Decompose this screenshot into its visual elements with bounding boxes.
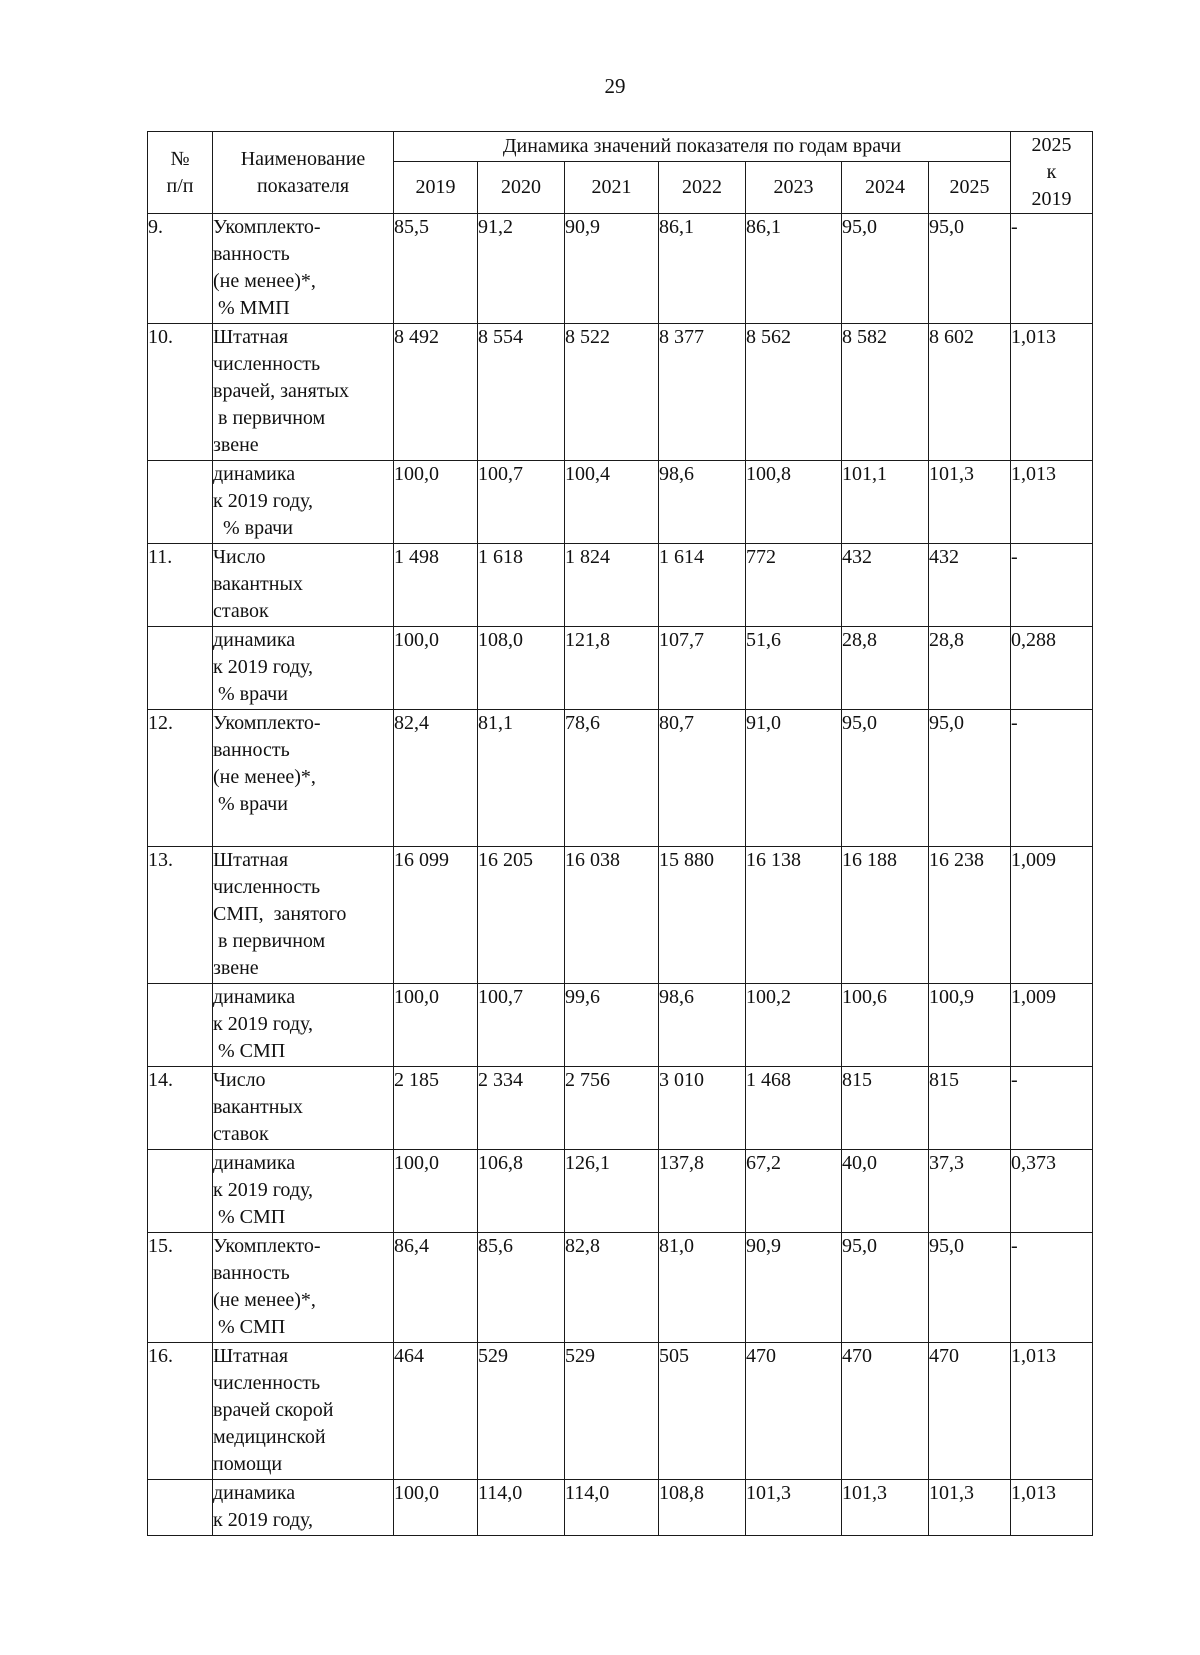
value-cell: 8 522 — [565, 324, 659, 461]
indicator-name — [213, 1343, 394, 1480]
value-cell: 8 562 — [746, 324, 842, 461]
value-cell: 16 138 — [746, 847, 842, 984]
value-cell: 432 — [929, 544, 1011, 627]
value-cell: 82,4 — [394, 710, 478, 847]
row-number — [148, 627, 213, 710]
header-year: 2021 — [565, 162, 659, 214]
indicator-name-line: % ММП — [213, 297, 290, 319]
value-cell: 37,3 — [929, 1150, 1011, 1233]
value-cell: 80,7 — [659, 710, 746, 847]
value-cell: 51,6 — [746, 627, 842, 710]
value-cell: 1 614 — [659, 544, 746, 627]
value-cell: 432 — [842, 544, 929, 627]
value-cell: 95,0 — [929, 1233, 1011, 1343]
value-cell: 470 — [746, 1343, 842, 1480]
table-row — [148, 461, 1093, 544]
indicator-name-line: Число — [213, 546, 266, 568]
header-group-label: Динамика значений показателя по годам врачи — [394, 132, 1011, 162]
value-cell: 8 492 — [394, 324, 478, 461]
page-number: 29 — [604, 74, 626, 98]
value-cell: 81,1 — [478, 710, 565, 847]
value-cell: 95,0 — [842, 214, 929, 324]
value-cell: 95,0 — [929, 710, 1011, 847]
value-cell: 8 554 — [478, 324, 565, 461]
header-ratio: 2025 к 2019 — [1011, 132, 1093, 214]
indicator-name-line: (не менее)*, — [213, 766, 316, 788]
indicator-name — [213, 710, 394, 847]
value-cell: 470 — [929, 1343, 1011, 1480]
ratio-cell: - — [1011, 544, 1093, 627]
indicator-name-line: (не менее)*, — [213, 1289, 316, 1311]
ratio-cell: 1,009 — [1011, 847, 1093, 984]
indicator-name-line: % СМП — [213, 1040, 286, 1062]
indicator-name — [213, 627, 394, 710]
value-cell: 121,8 — [565, 627, 659, 710]
value-cell: 529 — [478, 1343, 565, 1480]
value-cell: 16 238 — [929, 847, 1011, 984]
indicator-name-line: к 2019 году, — [213, 1013, 314, 1035]
value-cell: 95,0 — [842, 710, 929, 847]
value-cell: 815 — [842, 1067, 929, 1150]
indicator-name-line: динамика — [213, 463, 296, 485]
value-cell: 81,0 — [659, 1233, 746, 1343]
indicator-name-line: Укомплекто- — [213, 712, 321, 734]
header-num: № п/п — [148, 132, 213, 214]
value-cell: 16 038 — [565, 847, 659, 984]
ratio-cell: 1,013 — [1011, 324, 1093, 461]
value-cell: 772 — [746, 544, 842, 627]
value-cell: 15 880 — [659, 847, 746, 984]
value-cell: 114,0 — [565, 1480, 659, 1536]
header-year: 2024 — [842, 162, 929, 214]
value-cell: 114,0 — [478, 1480, 565, 1536]
value-cell: 101,3 — [746, 1480, 842, 1536]
value-cell: 82,8 — [565, 1233, 659, 1343]
table-row — [148, 1067, 1093, 1150]
header-year: 2023 — [746, 162, 842, 214]
value-cell: 100,2 — [746, 984, 842, 1067]
table-row — [148, 1233, 1093, 1343]
row-number — [148, 984, 213, 1067]
indicator-name-line: Штатная — [213, 849, 289, 871]
table-row — [148, 1343, 1093, 1480]
value-cell: 1 618 — [478, 544, 565, 627]
value-cell: 505 — [659, 1343, 746, 1480]
value-cell: 95,0 — [842, 1233, 929, 1343]
table-body — [148, 214, 1093, 1536]
indicator-name-line: ванность — [213, 1262, 290, 1284]
value-cell: 1 468 — [746, 1067, 842, 1150]
value-cell: 108,0 — [478, 627, 565, 710]
indicator-name-line: численность — [213, 876, 321, 898]
indicator-name-line: ставок — [213, 1123, 269, 1145]
value-cell: 100,7 — [478, 461, 565, 544]
indicator-name-line: Укомплекто- — [213, 216, 321, 238]
indicator-name-line: врачей, занятых — [213, 380, 350, 402]
row-number — [148, 1480, 213, 1536]
indicator-name — [213, 461, 394, 544]
ratio-cell: - — [1011, 214, 1093, 324]
indicator-name-line: Число — [213, 1069, 266, 1091]
indicator-name-line: % СМП — [213, 1206, 286, 1228]
value-cell: 101,1 — [842, 461, 929, 544]
value-cell: 100,0 — [394, 1480, 478, 1536]
value-cell: 16 188 — [842, 847, 929, 984]
indicator-name — [213, 847, 394, 984]
table-header — [148, 132, 1093, 214]
value-cell: 100,0 — [394, 461, 478, 544]
value-cell: 2 334 — [478, 1067, 565, 1150]
value-cell: 100,9 — [929, 984, 1011, 1067]
value-cell: 90,9 — [565, 214, 659, 324]
indicator-name-line: медицинской — [213, 1426, 326, 1448]
table-row — [148, 324, 1093, 461]
indicator-name — [213, 1150, 394, 1233]
value-cell: 100,4 — [565, 461, 659, 544]
value-cell: 108,8 — [659, 1480, 746, 1536]
value-cell: 8 377 — [659, 324, 746, 461]
value-cell: 137,8 — [659, 1150, 746, 1233]
indicator-name — [213, 984, 394, 1067]
indicator-name-line: численность — [213, 353, 321, 375]
value-cell: 98,6 — [659, 461, 746, 544]
row-number: 12. — [148, 710, 213, 847]
ratio-cell: 1,009 — [1011, 984, 1093, 1067]
indicator-name-line: вакантных — [213, 573, 303, 595]
indicator-name-line: звене — [213, 434, 259, 456]
value-cell: 3 010 — [659, 1067, 746, 1150]
ratio-cell: - — [1011, 1233, 1093, 1343]
indicator-name-line: динамика — [213, 629, 296, 651]
value-cell: 28,8 — [929, 627, 1011, 710]
indicator-name-line: % СМП — [213, 1316, 286, 1338]
table-row — [148, 544, 1093, 627]
indicator-name — [213, 214, 394, 324]
value-cell: 8 602 — [929, 324, 1011, 461]
indicator-name-line: % врачи — [213, 517, 293, 539]
value-cell: 86,1 — [659, 214, 746, 324]
indicator-name-line: СМП, занятого — [213, 903, 347, 925]
ratio-cell: - — [1011, 1067, 1093, 1150]
indicator-name-line: к 2019 году, — [213, 490, 314, 512]
row-number: 14. — [148, 1067, 213, 1150]
indicator-name-line — [213, 818, 393, 845]
value-cell: 101,3 — [842, 1480, 929, 1536]
table-row — [148, 627, 1093, 710]
value-cell: 86,4 — [394, 1233, 478, 1343]
row-number — [148, 461, 213, 544]
value-cell: 86,1 — [746, 214, 842, 324]
indicator-name-line: звене — [213, 957, 259, 979]
indicator-name-line: Штатная — [213, 1345, 289, 1367]
indicator-name — [213, 1067, 394, 1150]
indicator-name-line: % врачи — [213, 683, 288, 705]
value-cell: 100,7 — [478, 984, 565, 1067]
value-cell: 106,8 — [478, 1150, 565, 1233]
indicator-name-line: в первичном — [213, 407, 326, 429]
ratio-cell: 1,013 — [1011, 1480, 1093, 1536]
value-cell: 101,3 — [929, 461, 1011, 544]
value-cell: 90,9 — [746, 1233, 842, 1343]
indicator-name — [213, 324, 394, 461]
table-row — [148, 1480, 1093, 1536]
ratio-cell: - — [1011, 710, 1093, 847]
indicators-table — [147, 131, 1093, 1536]
value-cell: 100,8 — [746, 461, 842, 544]
value-cell: 2 185 — [394, 1067, 478, 1150]
indicator-name-line: Укомплекто- — [213, 1235, 321, 1257]
row-number: 9. — [148, 214, 213, 324]
header-year: 2019 — [394, 162, 478, 214]
value-cell: 16 099 — [394, 847, 478, 984]
value-cell: 100,0 — [394, 1150, 478, 1233]
table-row — [148, 1150, 1093, 1233]
ratio-cell: 1,013 — [1011, 461, 1093, 544]
table-row — [148, 214, 1093, 324]
ratio-cell: 0,373 — [1011, 1150, 1093, 1233]
value-cell: 78,6 — [565, 710, 659, 847]
indicator-name-line: к 2019 году, — [213, 656, 314, 678]
row-number: 10. — [148, 324, 213, 461]
value-cell: 85,5 — [394, 214, 478, 324]
indicator-name — [213, 1233, 394, 1343]
value-cell: 67,2 — [746, 1150, 842, 1233]
header-name: Наименование показателя — [213, 132, 394, 214]
value-cell: 98,6 — [659, 984, 746, 1067]
indicator-name-line: Штатная — [213, 326, 289, 348]
value-cell: 529 — [565, 1343, 659, 1480]
indicator-name-line: ванность — [213, 739, 290, 761]
value-cell: 100,0 — [394, 627, 478, 710]
table-row — [148, 847, 1093, 984]
value-cell: 91,2 — [478, 214, 565, 324]
indicator-name-line: динамика — [213, 1152, 296, 1174]
indicator-name-line: ставок — [213, 600, 269, 622]
value-cell: 85,6 — [478, 1233, 565, 1343]
value-cell: 815 — [929, 1067, 1011, 1150]
value-cell: 1 824 — [565, 544, 659, 627]
ratio-cell: 1,013 — [1011, 1343, 1093, 1480]
indicator-name-line: динамика — [213, 986, 296, 1008]
indicator-name-line: к 2019 году, — [213, 1509, 314, 1531]
table-row — [148, 984, 1093, 1067]
header-year: 2025 — [929, 162, 1011, 214]
header-year: 2022 — [659, 162, 746, 214]
value-cell: 126,1 — [565, 1150, 659, 1233]
indicator-name-line: к 2019 году, — [213, 1179, 314, 1201]
value-cell: 464 — [394, 1343, 478, 1480]
value-cell: 99,6 — [565, 984, 659, 1067]
row-number — [148, 1150, 213, 1233]
value-cell: 100,6 — [842, 984, 929, 1067]
value-cell: 470 — [842, 1343, 929, 1480]
ratio-cell: 0,288 — [1011, 627, 1093, 710]
indicator-name-line: врачей скорой — [213, 1399, 334, 1421]
value-cell: 91,0 — [746, 710, 842, 847]
indicator-name-line: численность — [213, 1372, 321, 1394]
value-cell: 1 498 — [394, 544, 478, 627]
indicator-name-line: динамика — [213, 1482, 296, 1504]
value-cell: 101,3 — [929, 1480, 1011, 1536]
indicator-name — [213, 1480, 394, 1536]
indicator-name-line: ванность — [213, 243, 290, 265]
value-cell: 28,8 — [842, 627, 929, 710]
value-cell: 8 582 — [842, 324, 929, 461]
row-number: 11. — [148, 544, 213, 627]
indicator-name-line: % врачи — [213, 793, 288, 815]
indicator-name-line: в первичном — [213, 930, 326, 952]
value-cell: 100,0 — [394, 984, 478, 1067]
value-cell: 40,0 — [842, 1150, 929, 1233]
indicator-name-line: (не менее)*, — [213, 270, 316, 292]
table-row — [148, 710, 1093, 847]
value-cell: 107,7 — [659, 627, 746, 710]
value-cell: 95,0 — [929, 214, 1011, 324]
header-year: 2020 — [478, 162, 565, 214]
row-number: 16. — [148, 1343, 213, 1480]
value-cell: 16 205 — [478, 847, 565, 984]
indicator-name — [213, 544, 394, 627]
value-cell: 2 756 — [565, 1067, 659, 1150]
row-number: 15. — [148, 1233, 213, 1343]
row-number: 13. — [148, 847, 213, 984]
indicator-name-line: вакантных — [213, 1096, 303, 1118]
indicator-name-line: помощи — [213, 1453, 283, 1475]
